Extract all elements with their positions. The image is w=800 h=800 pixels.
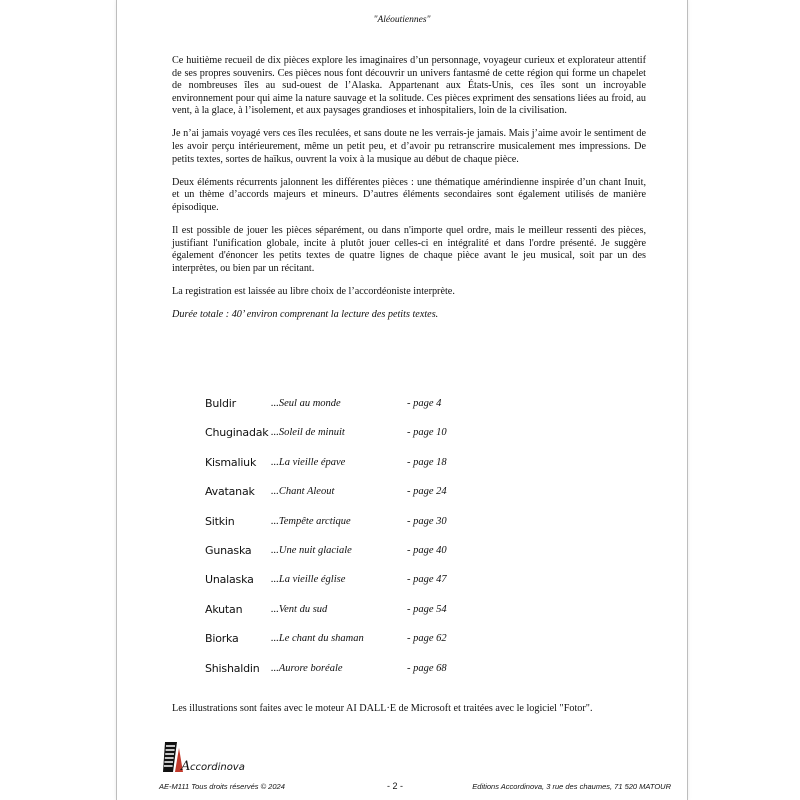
toc-piece-name: Gunaska xyxy=(205,543,252,557)
paragraph: Il est possible de jouer les pièces séparément, ou dans n'importe quel ordre, mais le meilleur ressenti des pièces, justifiant l'unification globale, incite à plutôt jouer celles-ci en intégralité et dans l'ordre présenté. Je suggère également d'énoncer les petits textes de quatre lignes de chaque pièce avant le jeu musical, soit par un des interprètes, ou bien par un récitant. xyxy=(172,225,646,274)
toc-entry xyxy=(205,573,565,602)
toc-entry xyxy=(205,515,565,544)
toc-page-number: - page 18 xyxy=(407,456,447,468)
toc-piece-subtitle: ...Seul au monde xyxy=(271,398,341,409)
footer-publisher: Editions Accordinova, 3 rue des chaumes, 71 520 MATOUR xyxy=(472,782,671,791)
toc-piece-name: Kismaliuk xyxy=(205,455,257,469)
duration-note: Durée totale : 40’ environ comprenant la lecture des petits textes. xyxy=(172,309,439,320)
toc-piece-name: Chuginadak xyxy=(205,426,269,440)
paragraph: La registration est laissée au libre choix de l’accordéoniste interprète. xyxy=(172,285,455,297)
intro-text xyxy=(172,55,646,322)
toc-page-number: - page 54 xyxy=(407,603,447,615)
paragraph: Ce huitième recueil de dix pièces explore les imaginaires d’un personnage, voyageur curieux et explorateur attentif de ses propres souvenirs. Ces pièces nous font découvrir un univers fantasmé de cette région qui forme un chapelet de nombreuses îles au sud-ouest de l’Alaska. Appartenant aux États-Unis, ces îles sont un incroyable environnement pour qui aime la nature sauvage et la solitude. Ces pièces expriment des sensations liées au froid, au vent, à la glace, à l’isolement, et aux paysages grandioses et inhospitaliers, loin de la civilisation. xyxy=(172,55,646,117)
toc-entry xyxy=(205,603,565,632)
document-page xyxy=(116,0,688,800)
toc-page-number: - page 68 xyxy=(407,662,447,674)
toc-piece-subtitle: ...Aurore boréale xyxy=(271,662,343,674)
toc-piece-subtitle: ...Vent du sud xyxy=(271,603,328,615)
footer-copyright: AE-M111 Tous droits réservés © 2024 xyxy=(159,782,285,791)
toc-page-number: - page 30 xyxy=(407,515,447,527)
toc-page-number: - page 24 xyxy=(407,486,447,498)
toc-piece-name: Unalaska xyxy=(205,573,254,587)
toc-piece-name: Avatanak xyxy=(205,485,255,499)
footer-page-number: - 2 - xyxy=(387,781,404,791)
toc-entry xyxy=(205,632,565,661)
toc-page-number: - page 47 xyxy=(407,574,447,586)
toc-entry xyxy=(205,662,565,691)
logo-wordmark: ccordinova xyxy=(190,762,245,773)
table-of-contents xyxy=(205,397,565,691)
toc-entry xyxy=(205,397,565,426)
toc-piece-name: Biorka xyxy=(205,632,239,646)
accordion-icon xyxy=(159,740,245,780)
toc-piece-name: Shishaldin xyxy=(205,661,260,675)
accordinova-logo xyxy=(159,740,245,780)
toc-entry xyxy=(205,426,565,455)
toc-page-number: - page 4 xyxy=(407,398,442,409)
toc-piece-subtitle: ...Soleil de minuit xyxy=(271,427,345,439)
paragraph: Deux éléments récurrents jalonnent les différentes pièces : une thématique amérindienne inspirée d’un chant Inuit, et un thème d’accords majeurs et mineurs. D’autres éléments secondaires sont également utilisés de manière épisodique. xyxy=(172,176,646,213)
toc-entry xyxy=(205,544,565,573)
toc-page-number: - page 40 xyxy=(407,544,447,556)
toc-piece-subtitle: ...Une nuit glaciale xyxy=(271,544,352,556)
toc-page-number: - page 10 xyxy=(407,427,447,439)
toc-piece-subtitle: ...Chant Aleout xyxy=(271,486,335,498)
toc-piece-subtitle: ...La vieille église xyxy=(271,574,346,586)
toc-page-number: - page 62 xyxy=(407,633,447,645)
page-header: "Aléoutiennes" xyxy=(373,15,431,25)
toc-entry xyxy=(205,485,565,514)
toc-entry xyxy=(205,456,565,485)
toc-piece-name: Akutan xyxy=(205,602,243,616)
toc-piece-subtitle: ...Tempête arctique xyxy=(271,515,351,527)
logo-initial: A xyxy=(181,759,191,774)
toc-piece-name: Buldir xyxy=(205,397,236,410)
paragraph: Je n’ai jamais voyagé vers ces îles reculées, et sans doute ne les verrais-je jamais. Mais j’aime avoir le sentiment de les avoir perçu intérieurement, même un petit peu, et d’avoir pu retranscrire musicalement mes impressions. De petits textes, sortes de haïkus, ouvrent la voix à la musique au début de chaque pièce. xyxy=(172,128,646,165)
illustration-credits: Les illustrations sont faites avec le moteur AI DALL·E de Microsoft et traitées avec le logiciel "Fotor". xyxy=(172,703,593,714)
toc-piece-name: Sitkin xyxy=(205,514,235,528)
toc-piece-subtitle: ...Le chant du shaman xyxy=(271,633,364,645)
toc-piece-subtitle: ...La vieille épave xyxy=(271,456,346,468)
